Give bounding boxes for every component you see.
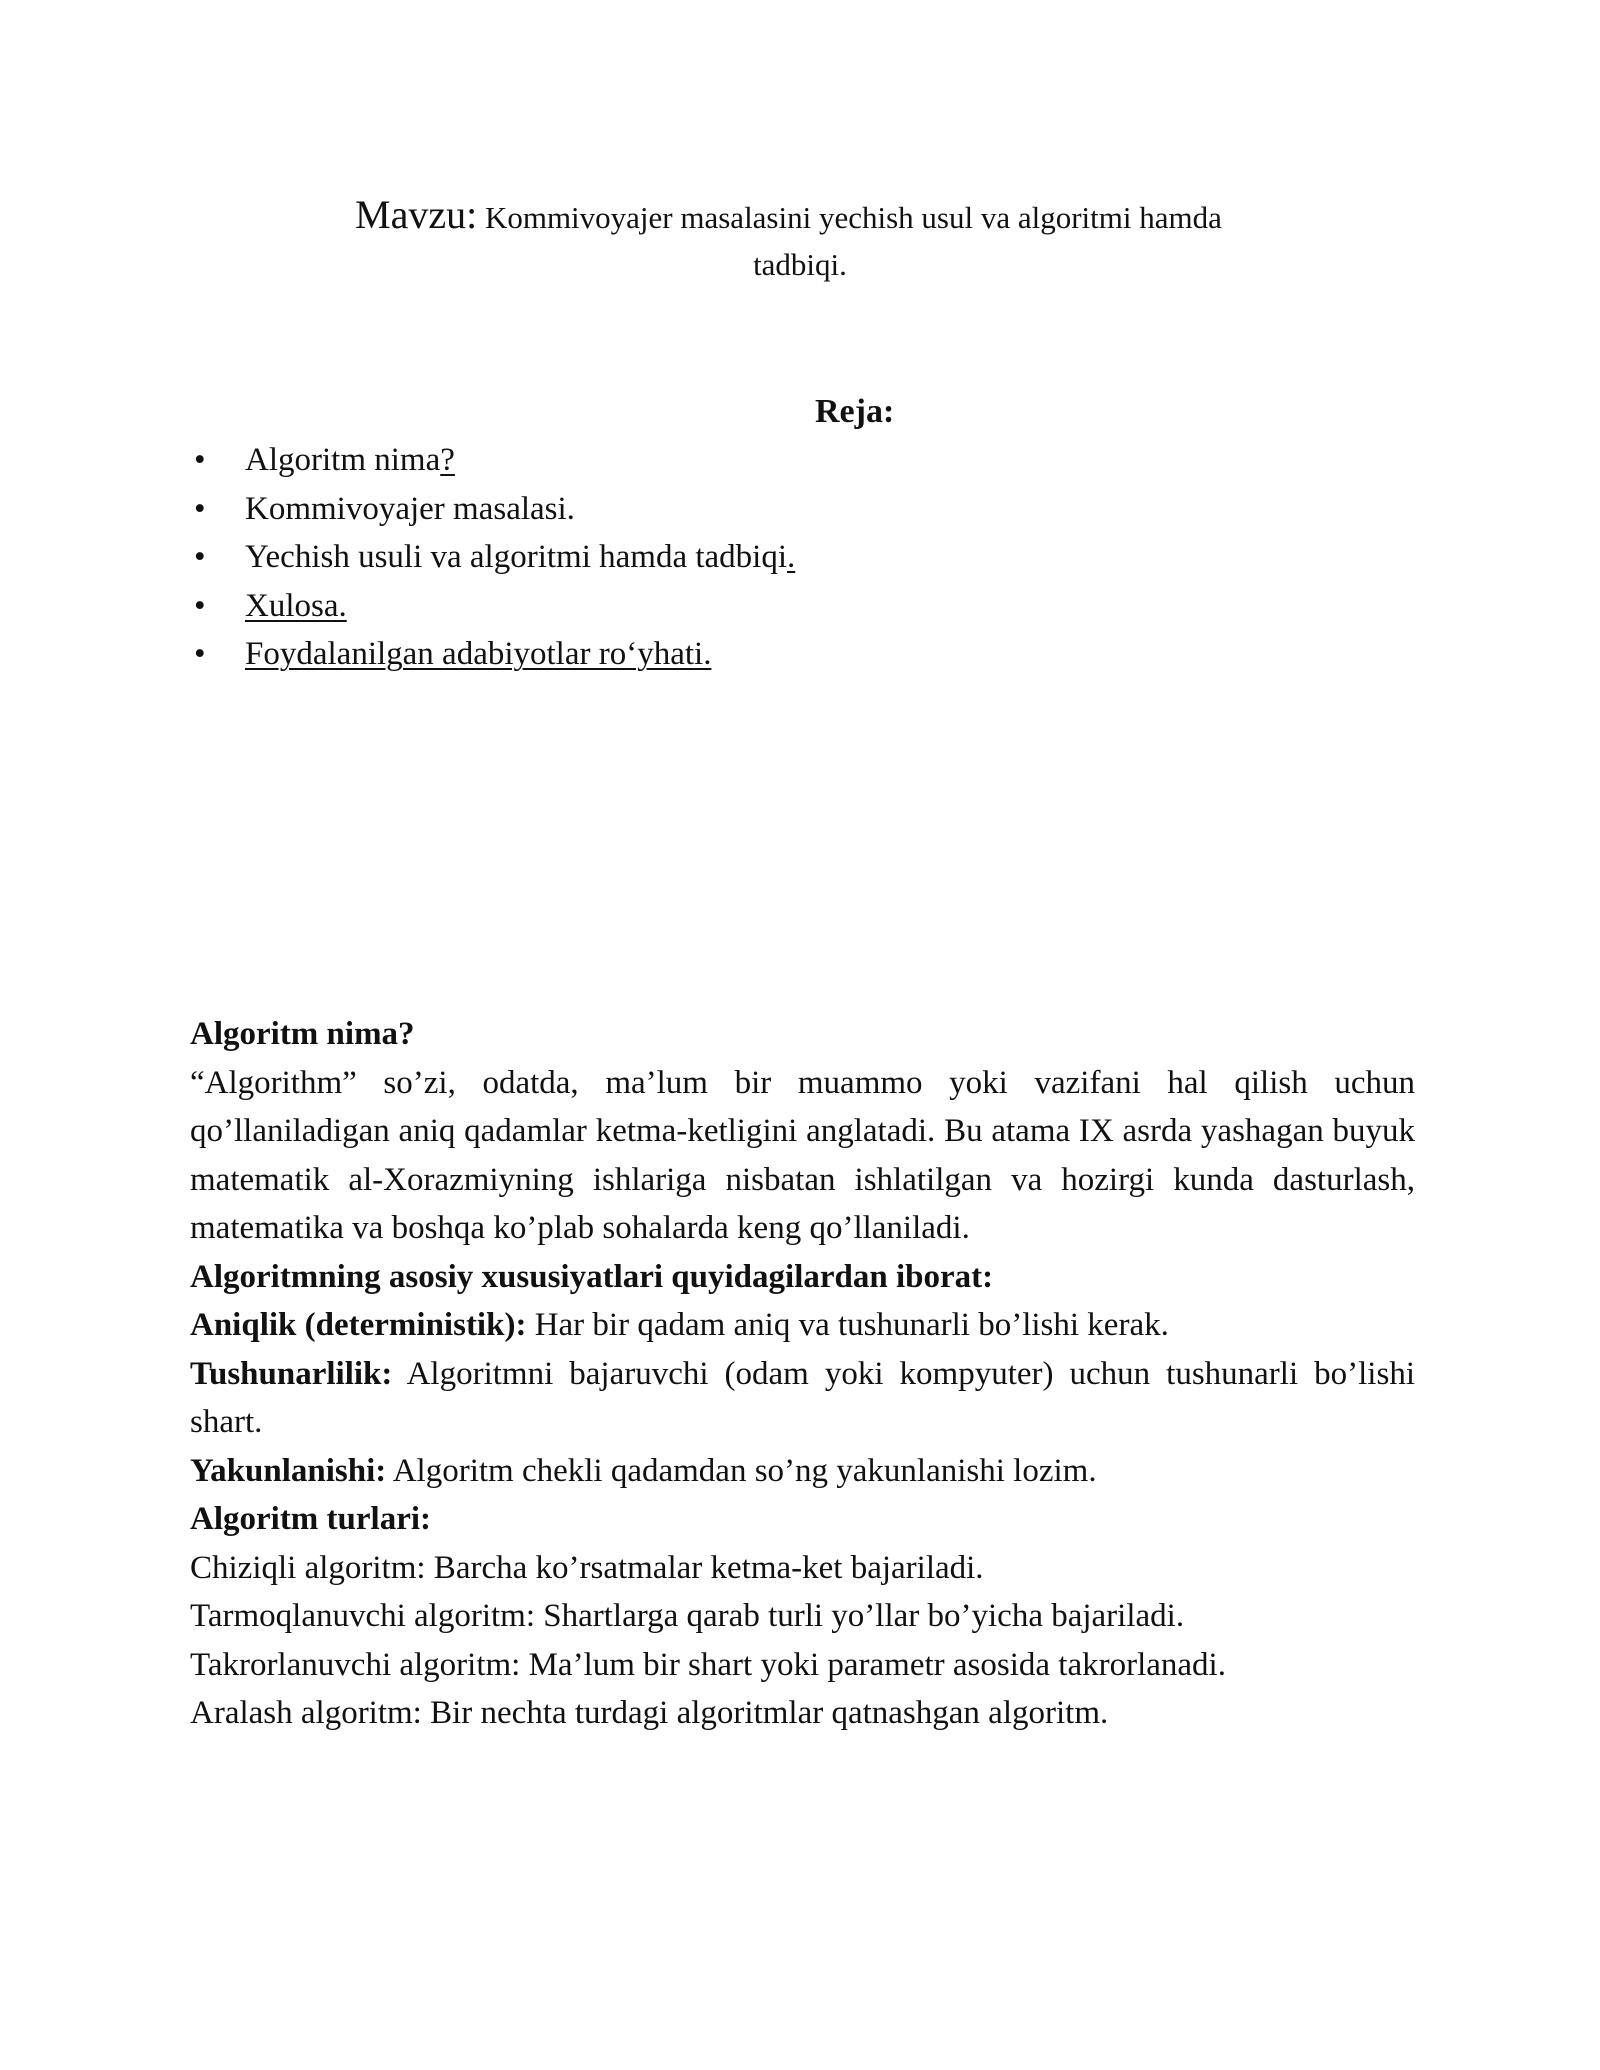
type-item: Takrorlanuvchi algoritm: Ma’lum bir shart yoki parametr asosida takrorlanadi. [190,1646,1226,1683]
plan-item-tail: ? [440,442,455,478]
property-item [190,1350,1415,1447]
plan-item-text: Algoritm nima [245,442,441,478]
bullet-icon: • [194,442,206,478]
type-item: Chiziqli algoritm: Barcha ko’rsatmalar ketma-ket bajariladi. [190,1549,984,1586]
plan-item-tail: . [787,539,796,575]
plan-heading: Reja: [815,393,895,430]
section-intro: “Algorithm” so’zi, odatda, ma’lum bir muammo yoki vazifani hal qilish uchun qo’llaniladigan aniq qadamlar ketma-ketligini anglatadi. Bu atama IX asrda yashagan buyuk matematik al-Xorazmiyning ishlariga nisbatan ishlatilgan va hozirgi kunda dasturlash, matematika va boshqa ko’plab sohalarda keng qo’llaniladi. [190,1064,1415,1246]
bullet-icon: • [194,539,206,575]
property-term: Aniqlik (deterministik): [190,1307,527,1343]
bullet-icon: • [194,636,206,672]
types-heading: Algoritm turlari: [190,1501,432,1537]
plan-item [190,582,795,631]
plan-item [190,630,795,679]
plan-item [190,533,795,582]
section-body [190,1010,1415,1738]
plan-item [190,485,795,534]
property-item [190,1447,1415,1496]
plan-item-text: Xulosa. [245,587,347,624]
type-item: Aralash algoritm: Bir nechta turdagi algoritmlar qatnashgan algoritm. [190,1695,1109,1731]
property-desc: Algoritmni bajaruvchi (odam yoki kompyuter) uchun tushunarli bo’lishi shart. [190,1355,1415,1440]
property-desc: Algoritm chekli qadamdan so’ng yakunlanishi lozim. [392,1452,1097,1489]
plan-item-text: Yechish usuli va algoritmi hamda tadbiqi [245,539,788,575]
plan-item-text: Kommivoyajer masalasi. [245,490,575,527]
property-item [190,1301,1415,1350]
bullet-icon: • [194,490,206,527]
topic-title-text: Kommivoyajer masalasini yechish usul va algoritmi hamda [484,200,1222,235]
property-desc: Har bir qadam aniq va tushunarli bo’lishi kerak. [534,1307,1169,1343]
bullet-icon: • [194,587,206,624]
plan-item [190,436,795,485]
topic-title-line2: tadbiqi. [753,247,847,282]
property-term: Yakunlanishi: [190,1452,387,1489]
plan-list [190,436,795,679]
property-term: Tushunarlilik: [190,1355,393,1392]
section-heading: Algoritm nima? [190,1016,415,1052]
type-item: Tarmoqlanuvchi algoritm: Shartlarga qarab turli yo’llar bo’yicha bajariladi. [190,1598,1185,1634]
topic-lead: Mavzu: [355,192,478,237]
plan-item-text: Foydalanilgan adabiyotlar ro‘yhati. [245,636,712,672]
topic-title [355,190,1355,243]
properties-heading: Algoritmning asosiy xususiyatlari quyidagilardan iborat: [190,1258,994,1295]
